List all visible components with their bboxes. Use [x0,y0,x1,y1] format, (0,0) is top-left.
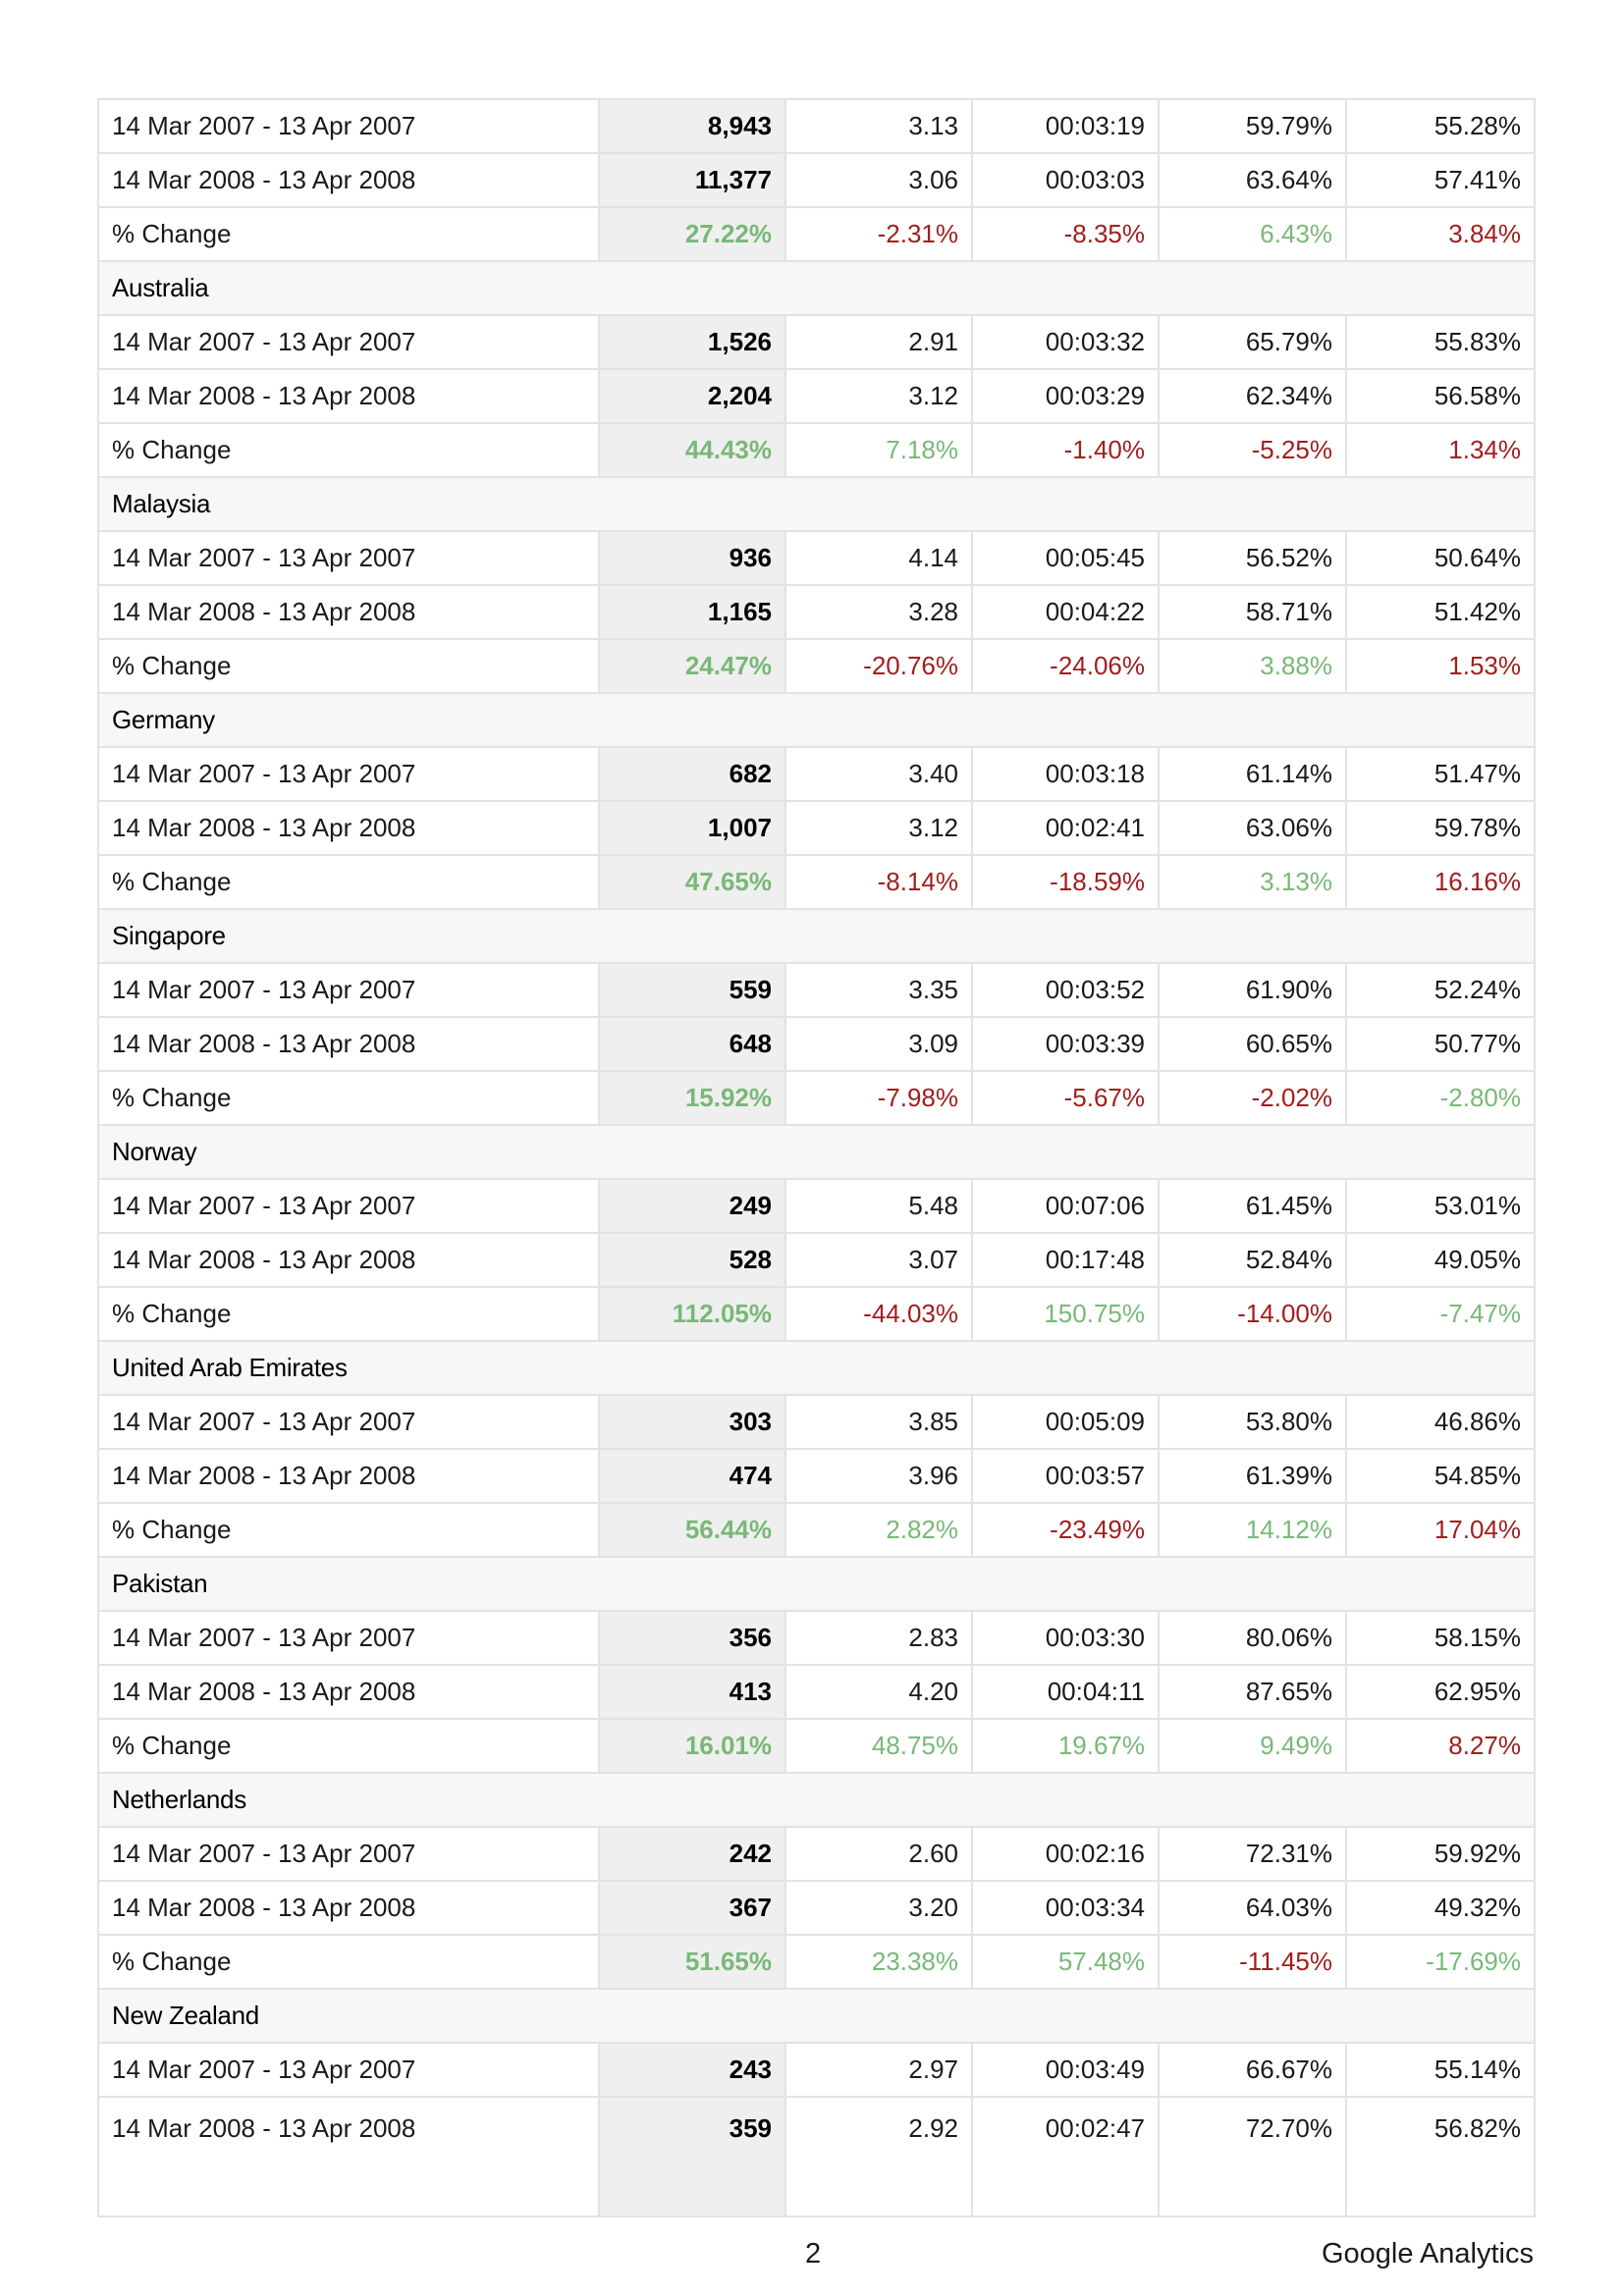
table-row [98,1395,1535,1449]
country-group-header [98,1989,1535,2043]
visits-cell: 559 [599,963,785,1017]
visits-cell: 413 [599,1665,785,1719]
bounce-rate-cell: 49.32% [1346,1881,1535,1935]
bounce-rate-cell: 56.82% [1346,2097,1535,2216]
bounce-rate-cell: 52.24% [1346,963,1535,1017]
pages-per-visit-cell: 2.91 [785,315,972,369]
table-row [98,1071,1535,1125]
country-group-header [98,261,1535,315]
visits-cell: 1,007 [599,801,785,855]
avg-time-on-site-cell: 00:03:39 [972,1017,1159,1071]
row-label: 14 Mar 2007 - 13 Apr 2007 [98,2043,599,2097]
visits-cell: 8,943 [599,99,785,153]
avg-time-on-site-cell: 00:05:45 [972,531,1159,585]
new-visits-cell: -5.25% [1159,423,1346,477]
table-row [98,1827,1535,1881]
country-group-header [98,909,1535,963]
table-row [98,423,1535,477]
visits-cell: 936 [599,531,785,585]
new-visits-cell: 64.03% [1159,1881,1346,1935]
country-group-header [98,477,1535,531]
country-name: Netherlands [98,1773,1535,1827]
row-label: 14 Mar 2008 - 13 Apr 2008 [98,153,599,207]
avg-time-on-site-cell: -1.40% [972,423,1159,477]
pages-per-visit-cell: 3.96 [785,1449,972,1503]
country-group-header [98,1773,1535,1827]
pages-per-visit-cell: -20.76% [785,639,972,693]
table-row [98,1233,1535,1287]
row-label: 14 Mar 2007 - 13 Apr 2007 [98,531,599,585]
visits-cell: 359 [599,2097,785,2216]
row-label: % Change [98,1503,599,1557]
visits-cell: 1,526 [599,315,785,369]
row-label: 14 Mar 2008 - 13 Apr 2008 [98,1449,599,1503]
row-label: 14 Mar 2008 - 13 Apr 2008 [98,369,599,423]
country-name: New Zealand [98,1989,1535,2043]
table-row [98,639,1535,693]
visits-cell: 16.01% [599,1719,785,1773]
bounce-rate-cell: 55.83% [1346,315,1535,369]
visits-cell: 356 [599,1611,785,1665]
bounce-rate-cell: 16.16% [1346,855,1535,909]
pages-per-visit-cell: 3.40 [785,747,972,801]
new-visits-cell: 6.43% [1159,207,1346,261]
row-label: % Change [98,207,599,261]
visits-cell: 243 [599,2043,785,2097]
visits-cell: 367 [599,1881,785,1935]
avg-time-on-site-cell: 00:03:49 [972,2043,1159,2097]
bounce-rate-cell: 59.92% [1346,1827,1535,1881]
pages-per-visit-cell: 3.35 [785,963,972,1017]
avg-time-on-site-cell: -8.35% [972,207,1159,261]
row-label: 14 Mar 2007 - 13 Apr 2007 [98,1179,599,1233]
new-visits-cell: 62.34% [1159,369,1346,423]
visits-cell: 528 [599,1233,785,1287]
visits-cell: 44.43% [599,423,785,477]
avg-time-on-site-cell: 00:04:11 [972,1665,1159,1719]
visits-cell: 51.65% [599,1935,785,1989]
pages-per-visit-cell: 48.75% [785,1719,972,1773]
visits-cell: 242 [599,1827,785,1881]
avg-time-on-site-cell: 150.75% [972,1287,1159,1341]
pages-per-visit-cell: 3.12 [785,369,972,423]
bounce-rate-cell: 17.04% [1346,1503,1535,1557]
new-visits-cell: 61.39% [1159,1449,1346,1503]
row-label: 14 Mar 2008 - 13 Apr 2008 [98,1017,599,1071]
visits-cell: 303 [599,1395,785,1449]
bounce-rate-cell: -17.69% [1346,1935,1535,1989]
avg-time-on-site-cell: 00:03:19 [972,99,1159,153]
new-visits-cell: -14.00% [1159,1287,1346,1341]
avg-time-on-site-cell: 00:03:29 [972,369,1159,423]
table-row [98,531,1535,585]
avg-time-on-site-cell: 00:03:30 [972,1611,1159,1665]
avg-time-on-site-cell: 00:03:57 [972,1449,1159,1503]
new-visits-cell: 63.06% [1159,801,1346,855]
pages-per-visit-cell: 2.92 [785,2097,972,2216]
avg-time-on-site-cell: -23.49% [972,1503,1159,1557]
row-label: 14 Mar 2008 - 13 Apr 2008 [98,2097,599,2216]
country-group-header [98,693,1535,747]
bounce-rate-cell: 56.58% [1346,369,1535,423]
new-visits-cell: 52.84% [1159,1233,1346,1287]
pages-per-visit-cell: -7.98% [785,1071,972,1125]
pages-per-visit-cell: 3.20 [785,1881,972,1935]
table-row [98,963,1535,1017]
table-row [98,1179,1535,1233]
bounce-rate-cell: 8.27% [1346,1719,1535,1773]
new-visits-cell: 66.67% [1159,2043,1346,2097]
pages-per-visit-cell: -8.14% [785,855,972,909]
avg-time-on-site-cell: 00:17:48 [972,1233,1159,1287]
row-label: % Change [98,855,599,909]
pages-per-visit-cell: 2.60 [785,1827,972,1881]
avg-time-on-site-cell: 00:07:06 [972,1179,1159,1233]
row-label: 14 Mar 2008 - 13 Apr 2008 [98,1233,599,1287]
avg-time-on-site-cell: -18.59% [972,855,1159,909]
bounce-rate-cell: -2.80% [1346,1071,1535,1125]
new-visits-cell: 61.45% [1159,1179,1346,1233]
bounce-rate-cell: 57.41% [1346,153,1535,207]
pages-per-visit-cell: 2.97 [785,2043,972,2097]
table-row [98,801,1535,855]
avg-time-on-site-cell: 00:02:41 [972,801,1159,855]
new-visits-cell: 56.52% [1159,531,1346,585]
bounce-rate-cell: 3.84% [1346,207,1535,261]
table-body [98,99,1535,2216]
new-visits-cell: 65.79% [1159,315,1346,369]
new-visits-cell: 14.12% [1159,1503,1346,1557]
pages-per-visit-cell: 2.82% [785,1503,972,1557]
table-row [98,207,1535,261]
new-visits-cell: 3.88% [1159,639,1346,693]
avg-time-on-site-cell: 00:03:52 [972,963,1159,1017]
row-label: % Change [98,1719,599,1773]
row-label: % Change [98,1935,599,1989]
pages-per-visit-cell: 5.48 [785,1179,972,1233]
country-comparison-table [97,98,1536,2217]
table-row [98,1935,1535,1989]
pages-per-visit-cell: 7.18% [785,423,972,477]
table-row [98,369,1535,423]
new-visits-cell: 58.71% [1159,585,1346,639]
visits-cell: 47.65% [599,855,785,909]
visits-cell: 682 [599,747,785,801]
bounce-rate-cell: 1.53% [1346,639,1535,693]
pages-per-visit-cell: 3.28 [785,585,972,639]
row-label: % Change [98,639,599,693]
avg-time-on-site-cell: 00:03:34 [972,1881,1159,1935]
bounce-rate-cell: 46.86% [1346,1395,1535,1449]
table-row [98,1611,1535,1665]
country-name: Australia [98,261,1535,315]
country-name: Singapore [98,909,1535,963]
visits-cell: 249 [599,1179,785,1233]
table-row [98,1719,1535,1773]
table-row [98,747,1535,801]
pages-per-visit-cell: 3.06 [785,153,972,207]
country-name: United Arab Emirates [98,1341,1535,1395]
bounce-rate-cell: -7.47% [1346,1287,1535,1341]
avg-time-on-site-cell: 00:02:47 [972,2097,1159,2216]
new-visits-cell: 61.90% [1159,963,1346,1017]
bounce-rate-cell: 55.14% [1346,2043,1535,2097]
avg-time-on-site-cell: -24.06% [972,639,1159,693]
row-label: 14 Mar 2008 - 13 Apr 2008 [98,1665,599,1719]
row-label: 14 Mar 2007 - 13 Apr 2007 [98,99,599,153]
row-label: 14 Mar 2007 - 13 Apr 2007 [98,315,599,369]
row-label: 14 Mar 2007 - 13 Apr 2007 [98,747,599,801]
visits-cell: 15.92% [599,1071,785,1125]
table-row [98,1881,1535,1935]
table-row [98,1017,1535,1071]
pages-per-visit-cell: 3.85 [785,1395,972,1449]
row-label: % Change [98,1071,599,1125]
visits-cell: 56.44% [599,1503,785,1557]
row-label: 14 Mar 2008 - 13 Apr 2008 [98,1881,599,1935]
row-label: % Change [98,1287,599,1341]
country-group-header [98,1341,1535,1395]
country-name: Norway [98,1125,1535,1179]
pages-per-visit-cell: 3.09 [785,1017,972,1071]
avg-time-on-site-cell: 00:03:03 [972,153,1159,207]
table-row [98,855,1535,909]
table-row [98,99,1535,153]
bounce-rate-cell: 1.34% [1346,423,1535,477]
bounce-rate-cell: 53.01% [1346,1179,1535,1233]
table-row [98,315,1535,369]
new-visits-cell: 63.64% [1159,153,1346,207]
pages-per-visit-cell: 3.07 [785,1233,972,1287]
visits-cell: 11,377 [599,153,785,207]
row-label: 14 Mar 2007 - 13 Apr 2007 [98,1611,599,1665]
visits-cell: 474 [599,1449,785,1503]
visits-cell: 112.05% [599,1287,785,1341]
table-row [98,2097,1535,2216]
pages-per-visit-cell: 3.12 [785,801,972,855]
new-visits-cell: -2.02% [1159,1071,1346,1125]
new-visits-cell: 60.65% [1159,1017,1346,1071]
avg-time-on-site-cell: 00:05:09 [972,1395,1159,1449]
avg-time-on-site-cell: 00:03:32 [972,315,1159,369]
table-row [98,1503,1535,1557]
avg-time-on-site-cell: 19.67% [972,1719,1159,1773]
new-visits-cell: 61.14% [1159,747,1346,801]
table-row [98,2043,1535,2097]
visits-cell: 2,204 [599,369,785,423]
visits-cell: 24.47% [599,639,785,693]
bounce-rate-cell: 50.64% [1346,531,1535,585]
bounce-rate-cell: 51.47% [1346,747,1535,801]
new-visits-cell: 3.13% [1159,855,1346,909]
new-visits-cell: 9.49% [1159,1719,1346,1773]
bounce-rate-cell: 50.77% [1346,1017,1535,1071]
visits-cell: 1,165 [599,585,785,639]
table-row [98,1449,1535,1503]
avg-time-on-site-cell: 00:03:18 [972,747,1159,801]
country-name: Pakistan [98,1557,1535,1611]
row-label: 14 Mar 2008 - 13 Apr 2008 [98,585,599,639]
country-group-header [98,1557,1535,1611]
new-visits-cell: 80.06% [1159,1611,1346,1665]
visits-cell: 648 [599,1017,785,1071]
bounce-rate-cell: 62.95% [1346,1665,1535,1719]
row-label: 14 Mar 2007 - 13 Apr 2007 [98,963,599,1017]
new-visits-cell: 72.70% [1159,2097,1346,2216]
new-visits-cell: 87.65% [1159,1665,1346,1719]
avg-time-on-site-cell: -5.67% [972,1071,1159,1125]
bounce-rate-cell: 51.42% [1346,585,1535,639]
row-label: % Change [98,423,599,477]
table-row [98,1287,1535,1341]
footer-brand: Google Analytics [1321,2238,1534,2269]
visits-cell: 27.22% [599,207,785,261]
pages-per-visit-cell: 4.20 [785,1665,972,1719]
new-visits-cell: 59.79% [1159,99,1346,153]
pages-per-visit-cell: -44.03% [785,1287,972,1341]
bounce-rate-cell: 58.15% [1346,1611,1535,1665]
pages-per-visit-cell: 23.38% [785,1935,972,1989]
new-visits-cell: -11.45% [1159,1935,1346,1989]
new-visits-cell: 53.80% [1159,1395,1346,1449]
row-label: 14 Mar 2008 - 13 Apr 2008 [98,801,599,855]
avg-time-on-site-cell: 00:02:16 [972,1827,1159,1881]
avg-time-on-site-cell: 57.48% [972,1935,1159,1989]
country-group-header [98,1125,1535,1179]
pages-per-visit-cell: -2.31% [785,207,972,261]
table-row [98,1665,1535,1719]
pages-per-visit-cell: 4.14 [785,531,972,585]
bounce-rate-cell: 54.85% [1346,1449,1535,1503]
bounce-rate-cell: 49.05% [1346,1233,1535,1287]
avg-time-on-site-cell: 00:04:22 [972,585,1159,639]
row-label: 14 Mar 2007 - 13 Apr 2007 [98,1827,599,1881]
country-name: Malaysia [98,477,1535,531]
pages-per-visit-cell: 3.13 [785,99,972,153]
row-label: 14 Mar 2007 - 13 Apr 2007 [98,1395,599,1449]
bounce-rate-cell: 59.78% [1346,801,1535,855]
table-row [98,153,1535,207]
table-row [98,585,1535,639]
pages-per-visit-cell: 2.83 [785,1611,972,1665]
country-name: Germany [98,693,1535,747]
new-visits-cell: 72.31% [1159,1827,1346,1881]
page-number: 2 [805,2238,822,2269]
bounce-rate-cell: 55.28% [1346,99,1535,153]
